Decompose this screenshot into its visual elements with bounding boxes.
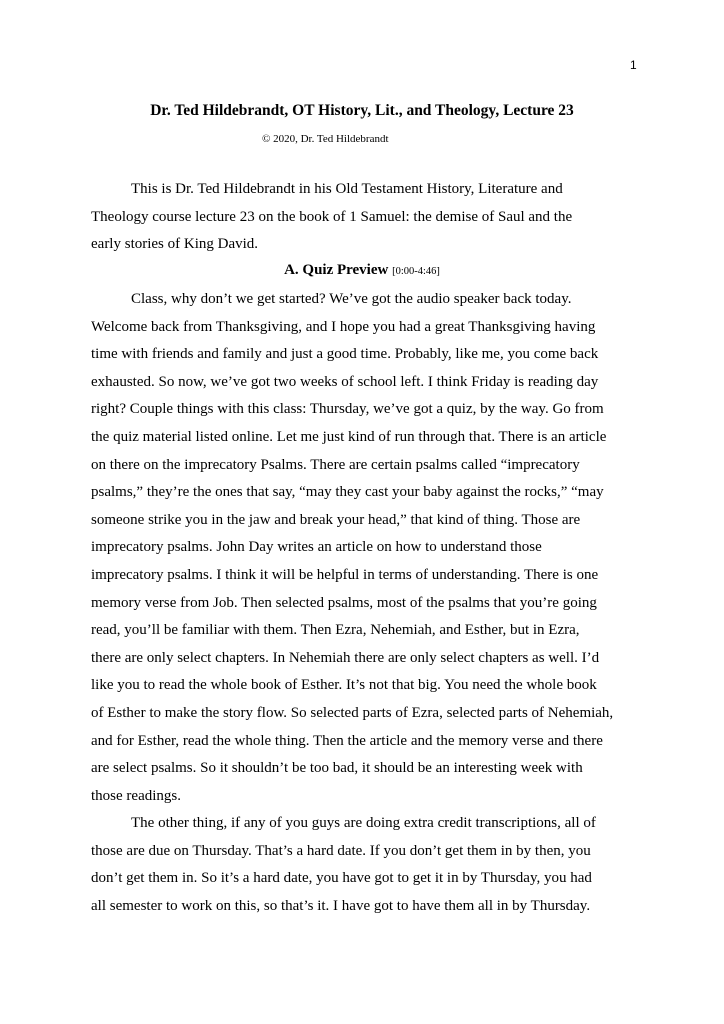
- paragraph-line: time with friends and family and just a good time. Probably, like me, you come back: [91, 346, 599, 363]
- document-title: Dr. Ted Hildebrandt, OT History, Lit., and Theology, Lecture 23: [150, 102, 574, 119]
- section-heading-label: A. Quiz Preview: [284, 262, 389, 278]
- paragraph-line: right? Couple things with this class: Thursday, we’ve got a quiz, by the way. Go from: [91, 401, 604, 418]
- section-heading: [0, 262, 724, 279]
- paragraph-line: there are only select chapters. In Nehemiah there are only select chapters as well. I’d: [91, 649, 600, 666]
- paragraph-line: are select psalms. So it shouldn’t be too bad, it should be an interesting week with: [91, 760, 583, 777]
- paragraph-line: the quiz material listed online. Let me just kind of run through that. There is an article: [91, 428, 607, 445]
- paragraph-line: on there on the imprecatory Psalms. There are certain psalms called “imprecatory: [91, 456, 580, 473]
- paragraph-line: of Esther to make the story flow. So selected parts of Ezra, selected parts of Nehemiah,: [91, 704, 614, 721]
- paragraph-line: Class, why don’t we get started? We’ve got the audio speaker back today.: [131, 291, 572, 307]
- paragraph-quiz-preview: [91, 286, 651, 810]
- paragraph-line: like you to read the whole book of Esther. It’s not that big. You need the whole book: [91, 677, 597, 694]
- paragraph-line: all semester to work on this, so that’s it. I have got to have them all in by Thursday.: [91, 897, 591, 914]
- paragraph-line: imprecatory psalms. I think it will be helpful in terms of understanding. There is one: [91, 566, 599, 583]
- paragraph-line: imprecatory psalms. John Day writes an article on how to understand those: [91, 539, 542, 556]
- paragraph-line: read, you’ll be familiar with them. Then Ezra, Nehemiah, and Esther, but in Ezra,: [91, 622, 580, 639]
- intro-paragraph: [91, 176, 651, 259]
- page-number: 1: [630, 58, 637, 72]
- intro-line: Theology course lecture 23 on the book of 1 Samuel: the demise of Saul and the: [91, 208, 573, 225]
- paragraph-line: memory verse from Job. Then selected psalms, most of the psalms that you’re going: [91, 594, 597, 611]
- intro-line: This is Dr. Ted Hildebrandt in his Old Testament History, Literature and: [131, 181, 563, 197]
- copyright-notice: © 2020, Dr. Ted Hildebrandt: [262, 133, 389, 145]
- section-timestamp: [0:00-4:46]: [392, 266, 440, 277]
- paragraph-line: don’t get them in. So it’s a hard date, you have got to get it in by Thursday, you had: [91, 870, 592, 887]
- paragraph-line: those readings.: [91, 787, 181, 804]
- paragraph-line: psalms,” they’re the ones that say, “may they cast your baby against the rocks,” “may: [91, 484, 604, 501]
- paragraph-line: The other thing, if any of you guys are doing extra credit transcriptions, all of: [131, 815, 596, 831]
- paragraph-line: someone strike you in the jaw and break your head,” that kind of thing. Those are: [91, 511, 581, 528]
- paragraph-line: exhausted. So now, we’ve got two weeks of school left. I think Friday is reading day: [91, 373, 599, 390]
- paragraph-line: and for Esther, read the whole thing. Then the article and the memory verse and there: [91, 732, 603, 749]
- paragraph-line: those are due on Thursday. That’s a hard date. If you don’t get them in by then, you: [91, 842, 591, 859]
- paragraph-line: Welcome back from Thanksgiving, and I hope you had a great Thanksgiving having: [91, 318, 596, 335]
- intro-line: early stories of King David.: [91, 236, 259, 253]
- paragraph-transcriptions: [91, 810, 651, 920]
